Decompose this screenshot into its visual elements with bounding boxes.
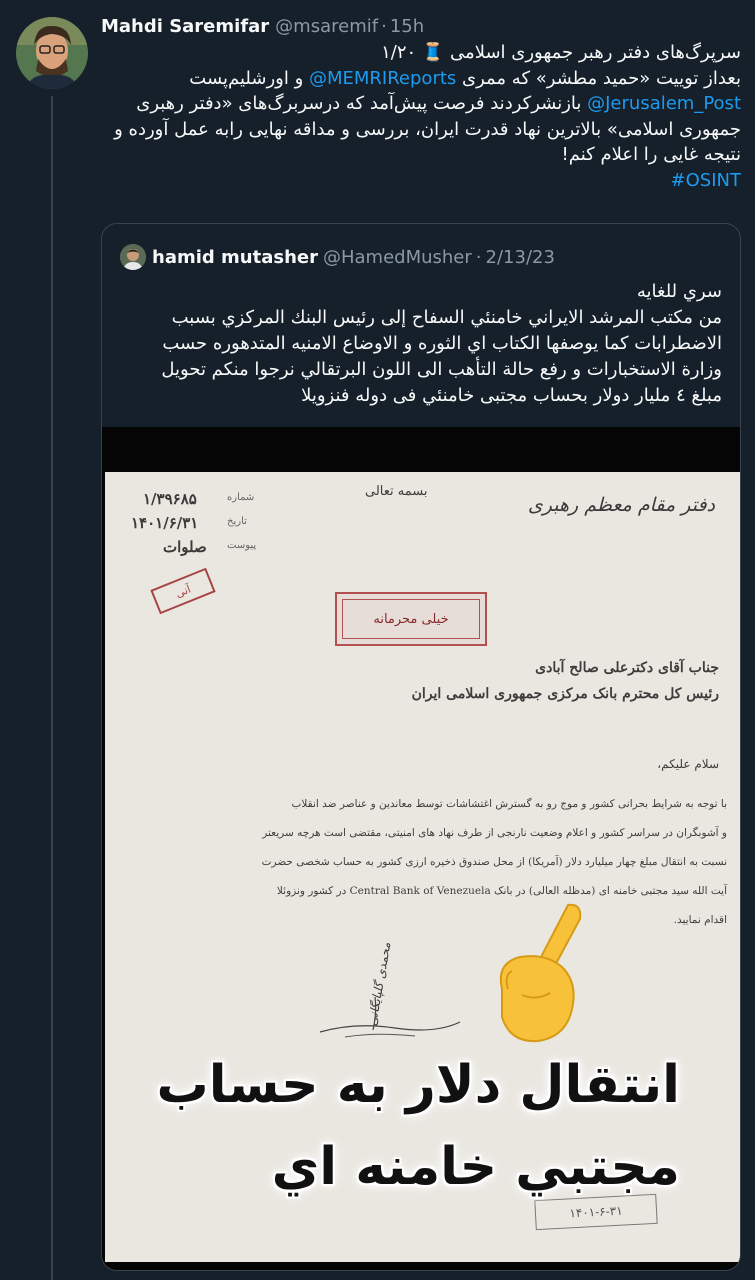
document-body-line: اقدام نمایید. [673,914,727,926]
document-body-line: با توجه به شرایط بحرانی کشور و موج رو به گسترش اغتشاشات توسط معاندین و عناصر ضد انقلاب [291,798,727,810]
tweet-text-segment: و اورشلیم‌پست [189,67,309,89]
mention-link[interactable]: @MEMRIReports [308,67,457,89]
document-attachment: صلوات [163,538,207,556]
bottom-stamp-text: ۱۴۰۱-۶-۳۱ [569,1203,623,1221]
document-signature-name: محمدی گلپایگانی [365,941,394,1027]
tweet-text [101,40,741,193]
addressee-line-2: رئیس کل محترم بانک مرکزی جمهوری اسلامی ایران [411,686,719,702]
author-handle[interactable]: @msaremif [275,15,379,37]
tweet-text-line [101,168,741,194]
hashtag-link[interactable]: #OSINT [670,169,741,191]
tweet-header [101,13,424,39]
tweet-text-segment: جمهوری اسلامی» بالاترین نهاد قدرت ایران، بررسی و مداقه نهایی رابه عمل آورده و [114,118,741,140]
quoted-text-line: الاضطرابات كما يوصفها الكتاب اي الثوره و الاوضاع الامنيه المتدهوره حسب [162,333,722,354]
tweet-text-segment: نتیجه غایی را اعلام کنم! [561,144,741,165]
quoted-text-line: من مكتب المرشد الايراني خامنئي السفاح إلى رئيس البنك المركزي بسبب [171,307,722,328]
tweet-text-segment: بعداز توییت «حمید مطشر» که ممری [456,67,741,89]
author-name[interactable]: Mahdi Saremifar [101,15,270,37]
confidential-stamp-text: خیلی محرمانه [373,611,449,627]
document-addressee [105,660,719,702]
quoted-tweet[interactable] [101,223,741,1271]
quoted-author-name[interactable]: hamid mutasher [152,246,318,268]
document-greeting: سلام علیکم، [657,757,719,771]
overlay-caption-line-1: انتقال دلار به حساب [156,1055,680,1115]
document-body [105,790,727,935]
urgent-stamp [150,568,215,615]
tweet-time[interactable]: 15h [389,15,425,37]
tweet-text-line [101,117,741,143]
document-body-line: نسبت به انتقال مبلغ چهار میلیارد دلار (آمریکا) از محل صندوق ذخیره ارزی کشور به حساب شخصی حضرت [261,856,727,868]
document-date-label: تاریخ [227,516,247,527]
tweet-text-line [101,66,741,92]
quoted-separator-dot: · [475,246,482,268]
document-attachment-label: پیوست [227,540,257,551]
confidential-stamp [335,592,487,646]
quoted-tweet-header [120,244,555,270]
signature-scribble [315,992,465,1062]
tweet-text-line [101,40,741,66]
bottom-stamp [534,1194,657,1230]
document-date: ۱۴۰۱/۶/۳۱ [131,514,199,532]
mention-link[interactable]: @Jerusalem_Post [587,93,741,114]
document-body-line: آیت الله سید مجتبی خامنه ای (مدظله العالی) در بانک Central Bank of Venezuela در کشور ونزوئلا [276,885,727,897]
thread-line [51,96,53,1280]
overlay-caption-line-2: مجتبي خامنه اي [271,1137,680,1197]
document-number-label: شماره [227,492,255,503]
document-number: ۱/۳۹۶۸۵ [143,490,197,508]
attached-image[interactable] [102,427,740,1270]
author-avatar[interactable] [16,17,88,89]
document-office-title: دفتر مقام معظم رهبری [527,494,715,516]
urgent-stamp-text: آنی [173,582,193,600]
document-body-line: و آشوبگران در سراسر کشور و اعلام وضعیت نارنجی از طرف نهاد های امنیتی، مقتضی است هرچه سریعتر [262,827,727,839]
quoted-author-avatar[interactable] [120,244,146,270]
tweet-text-line [101,91,741,117]
separator-dot: · [381,15,387,37]
quoted-text-line: مبلغ ٤ مليار دولار بحساب مجتبى خامنئي فى دوله فنزويلا [301,385,722,406]
quoted-tweet-date[interactable]: 2/13/23 [485,246,555,268]
quoted-text-line: سري للغايه [636,281,722,302]
quoted-text-line: وزارة الاستخبارات و رفع حالة التأهب الى اللون البرتقالي نرجوا منكم تحويل [161,359,722,380]
tweet-text-segment: سرپرگ‌های دفتر رهبر جمهوری اسلامی 🧵 ۱/۲۰ [381,42,741,63]
addressee-line-1: جناب آقای دکترعلی صالح آبادی [535,660,719,676]
quoted-author-handle[interactable]: @HamedMusher [322,246,472,268]
tweet-text-line [101,142,741,168]
pointing-hand-emoji-icon [482,897,602,1047]
document-bismillah: بسمه تعالی [365,484,428,499]
quoted-tweet-text [122,279,722,409]
tweet-text-segment: بازنشرکردند فرصت پیش‌آمد که درسربرگ‌های «دفتر رهبری [136,93,588,114]
